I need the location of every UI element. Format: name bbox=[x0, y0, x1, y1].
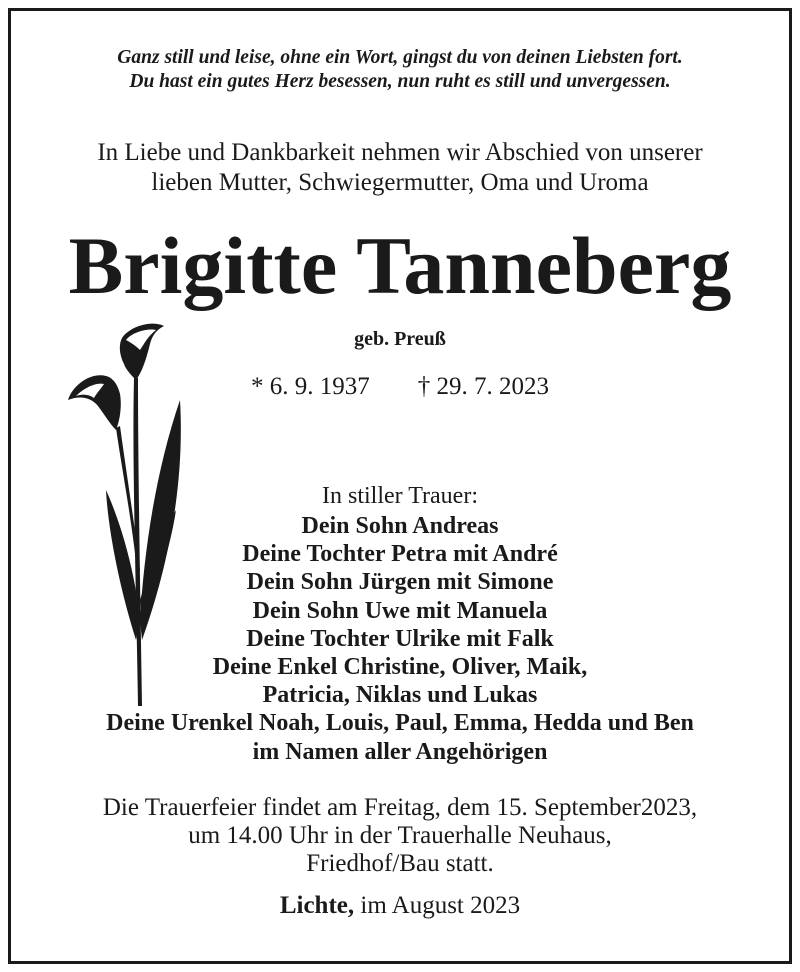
place-name: Lichte, bbox=[279, 892, 355, 919]
poem-line: Ganz still und leise, ohne ein Wort, gingst du von deinen Liebsten fort. bbox=[117, 47, 683, 68]
intro-text bbox=[0, 138, 800, 198]
poem-verse bbox=[0, 46, 800, 94]
mourner-line: Dein Sohn Andreas bbox=[301, 513, 499, 539]
mourner-line: Dein Sohn Jürgen mit Simone bbox=[246, 569, 554, 596]
intro-line: In Liebe und Dankbarkeit nehmen wir Abschied von unserer bbox=[97, 139, 703, 166]
mourners-list bbox=[0, 512, 800, 766]
birth-name: geb. Preuß bbox=[354, 328, 446, 350]
funeral-line: Die Trauerfeier findet am Freitag, dem 15. September2023, bbox=[102, 794, 698, 821]
mourner-line: Deine Urenkel Noah, Louis, Paul, Emma, Hedda und Ben bbox=[106, 710, 694, 737]
intro-line: lieben Mutter, Schwiegermutter, Oma und Uroma bbox=[151, 169, 649, 196]
birth-date: * 6. 9. 1937 bbox=[251, 373, 370, 400]
closing-date: im August 2023 bbox=[360, 892, 521, 919]
mourner-line: Deine Enkel Christine, Oliver, Maik, bbox=[212, 654, 588, 681]
mourner-line: Dein Sohn Uwe mit Manuela bbox=[252, 597, 548, 624]
funeral-line: Friedhof/Bau statt. bbox=[306, 850, 494, 877]
funeral-line: um 14.00 Uhr in der Trauerhalle Neuhaus, bbox=[188, 822, 612, 849]
funeral-info bbox=[0, 794, 800, 878]
place-and-date bbox=[0, 891, 800, 921]
mourner-line: Deine Tochter Petra mit André bbox=[242, 541, 558, 568]
mourner-line: Deine Tochter Ulrike mit Falk bbox=[246, 625, 554, 652]
mourner-line: Patricia, Niklas und Lukas bbox=[262, 682, 538, 709]
death-date: † 29. 7. 2023 bbox=[417, 373, 549, 400]
mourner-line: im Namen aller Angehörigen bbox=[252, 738, 548, 765]
deceased-name: Brigitte Tanneberg bbox=[68, 220, 732, 311]
poem-line: Du hast ein gutes Herz besessen, nun ruht es still und unvergessen. bbox=[129, 71, 671, 92]
mourning-heading: In stiller Trauer: bbox=[322, 483, 478, 509]
